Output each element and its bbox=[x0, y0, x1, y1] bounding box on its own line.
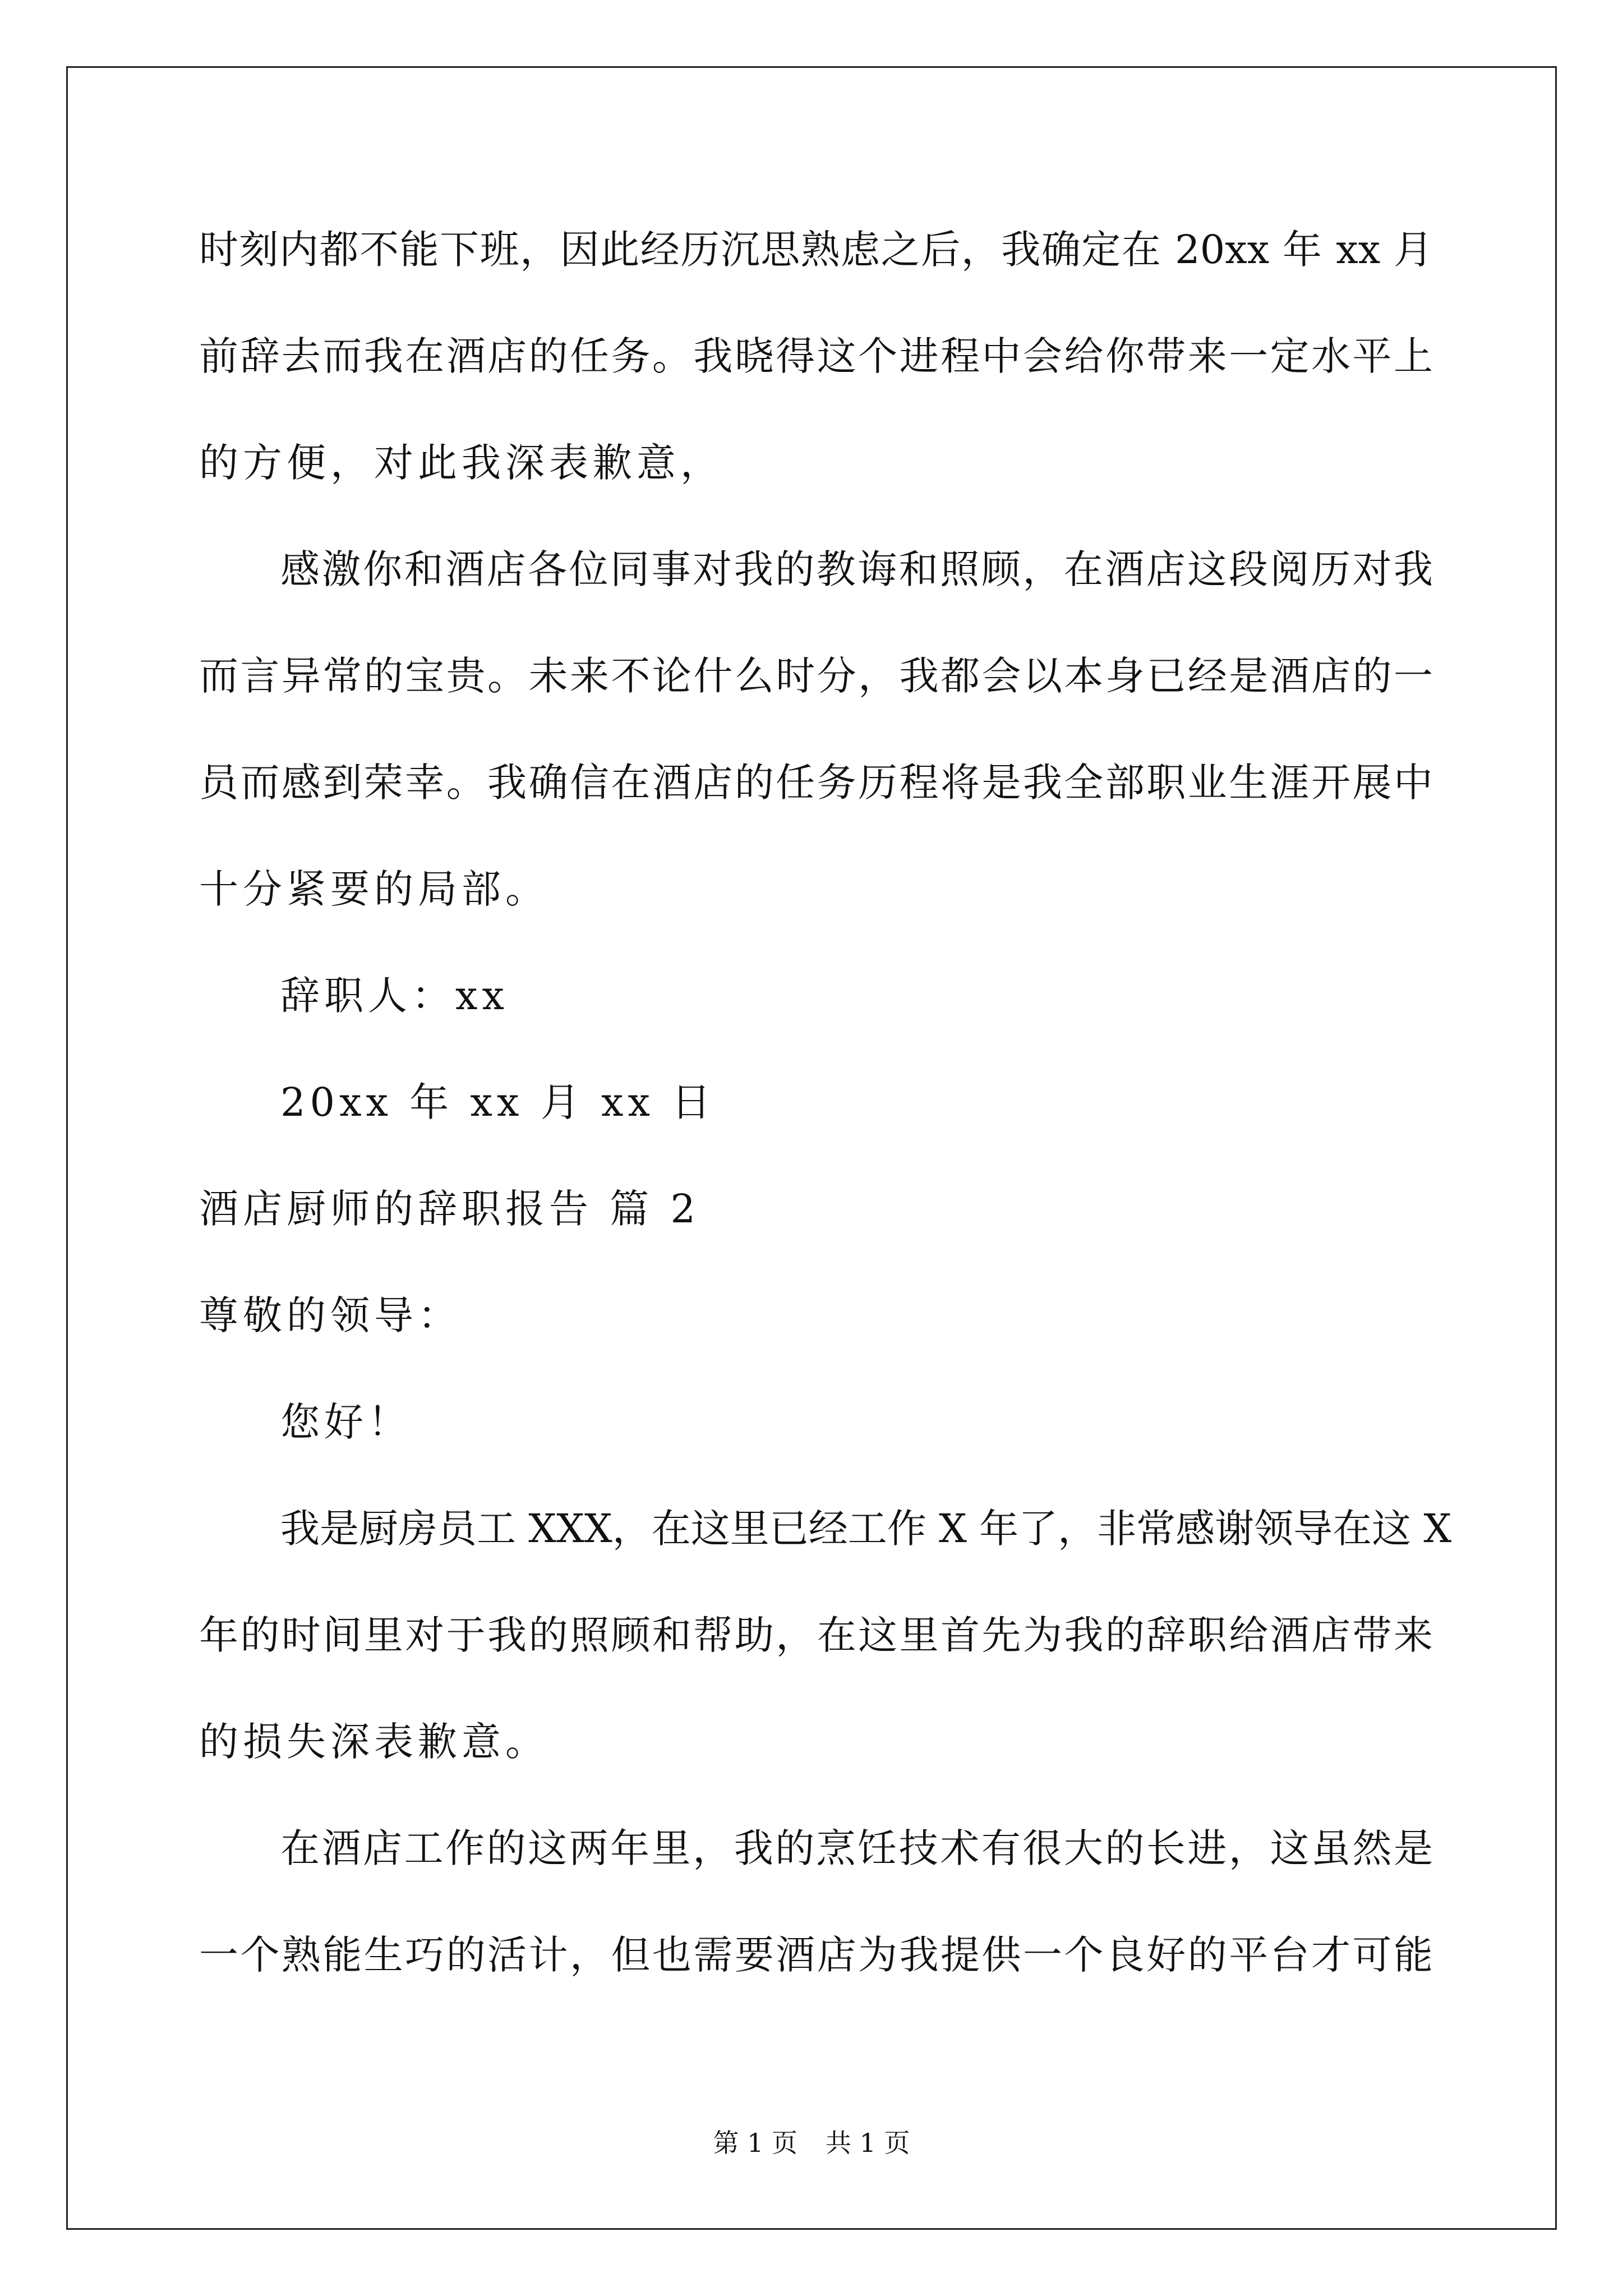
page-border bbox=[66, 66, 1557, 2230]
salutation: 尊敬的领导： bbox=[199, 1292, 462, 1338]
section-heading: 酒店厨师的辞职报告 篇 2 bbox=[199, 1186, 700, 1232]
paragraph-first-line: 在酒店工作的这两年里，我的烹饪技术有很大的长进，这虽然是 bbox=[280, 1825, 1433, 1871]
text-line: 而言异常的宝贵。未来不论什么时分，我都会以本身已经是酒店的一 bbox=[199, 653, 1433, 699]
date-line: 20xx 年 xx 月 xx 日 bbox=[280, 1079, 716, 1125]
greeting: 您好！ bbox=[280, 1399, 412, 1445]
page-footer bbox=[0, 2126, 1623, 2160]
text-line: 十分紧要的局部。 bbox=[199, 866, 549, 912]
text-line: 前辞去而我在酒店的任务。我晓得这个进程中会给你带来一定水平上 bbox=[199, 333, 1433, 379]
page-total: 共 1 页 bbox=[826, 2128, 910, 2158]
page-number: 第 1 页 bbox=[713, 2128, 797, 2158]
text-line: 的损失深表歉意。 bbox=[199, 1719, 549, 1765]
text-line: 时刻内都不能下班，因此经历沉思熟虑之后，我确定在 20xx 年 xx 月 bbox=[199, 227, 1433, 273]
paragraph-first-line: 我是厨房员工 XXX，在这里已经工作 X 年了，非常感谢领导在这 X bbox=[280, 1506, 1452, 1552]
text-line: 的方便，对此我深表歉意， bbox=[199, 440, 724, 486]
signature-line: 辞职人：xx bbox=[280, 973, 509, 1019]
text-line: 员而感到荣幸。我确信在酒店的任务历程将是我全部职业生涯开展中 bbox=[199, 760, 1433, 806]
text-line: 年的时间里对于我的照顾和帮助，在这里首先为我的辞职给酒店带来 bbox=[199, 1612, 1433, 1658]
text-line: 一个熟能生巧的活计，但也需要酒店为我提供一个良好的平台才可能 bbox=[199, 1932, 1433, 1978]
paragraph-first-line: 感激你和酒店各位同事对我的教诲和照顾，在酒店这段阅历对我 bbox=[280, 546, 1433, 592]
